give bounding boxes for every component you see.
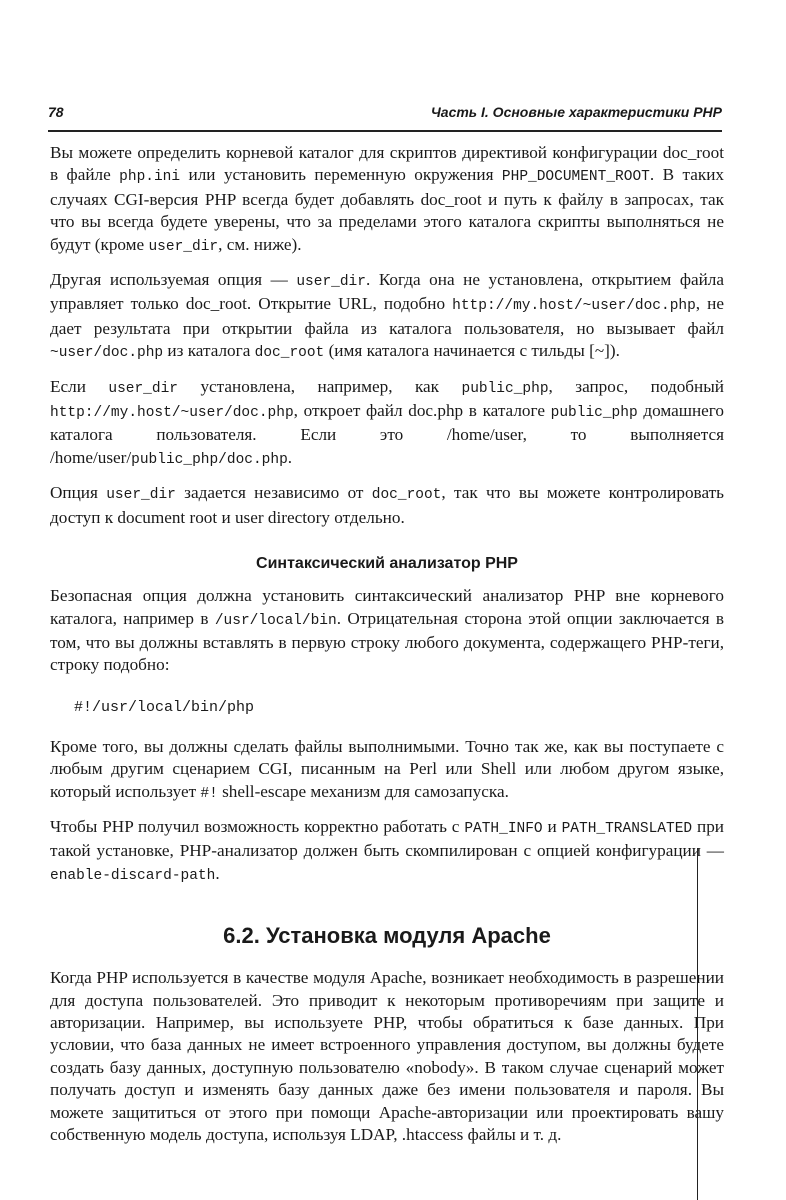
code-shebang: #!/usr/local/bin/php (74, 698, 255, 716)
page-header (48, 104, 722, 130)
page-body (50, 142, 724, 1157)
running-title: Часть I. Основные характеристики PHP (430, 104, 722, 120)
subsection-heading: Синтаксический анализатор PHP (256, 555, 518, 573)
paragraph-executable: Кроме того, вы должны сделать файлы выполнимыми. Точно так же, как вы поступаете с любым другим сценарием CGI, писанным на Perl или Shell или любом другом языке, который использует #! shell-escape механизм для самозапуска. (50, 736, 724, 802)
paragraph-independent: Опция user_dir задается независимо от doc_root, так что вы можете контролировать доступ к document root и user directory отдельно. (50, 483, 724, 527)
section-heading: 6.2. Установка модуля Apache (223, 923, 551, 949)
paragraph-user-dir: Другая используемая опция — user_dir. Когда она не установлена, открытием файла управляет только doc_root. Открытие URL, подобно http://my.host/~user/doc.php, не дает результата при открытии файла из каталога пользователя, но вызывает файл ~user/doc.php из каталога doc_root (имя каталога начинается с тильды [~]). (50, 270, 725, 362)
margin-line (697, 848, 698, 1200)
paragraph-user-dir-example: Если user_dir установлена, например, как public_php, запрос, подобный http://my.host/~user/doc.php, откроет файл doc.php в каталоге public_php домашнего каталога пользователя. Если это /home/user, то выполняется /home/user/public_php/doc.php. (50, 376, 724, 468)
paragraph-apache: Когда PHP используется в качестве модуля Apache, возникает необходимость в разрешении для доступа пользователей. Это приводит к некоторым противоречиям при защите и авторизации. Например, вы используете PHP, чтобы обратиться к базе данных. При условии, что база данных не имеет встроенного управления доступом, вы должны будете создать базу данных, доступную пользователю «nobody». В таком случае сценарий может получать доступ и изменять базу данных даже без имени пользователя и пароля. Вы можете защититься от этого при помощи Apache-авторизации или проектировать вашу собственную модель доступа, используя LDAP, .htaccess файлы и т. д. (50, 968, 724, 1144)
header-rule (48, 130, 722, 132)
paragraph-doc-root: Вы можете определить корневой каталог для скриптов директивой конфигурации doc_root в файле php.ini или установить переменную окружения PHP_DOCUMENT_ROOT. В таких случаях CGI-версия PHP всегда будет добавлять doc_root и путь к файлу в запросах, так что вы всегда будете уверены, что за пределами этого каталога скрипты выполняться не будут (кроме user_dir, см. ниже). (50, 143, 724, 255)
paragraph-parser-location: Безопасная опция должна установить синтаксический анализатор PHP вне корневого каталога, например в /usr/local/bin. Отрицательная сторона этой опции заключается в том, что вы должны вставлять в первую строку любого документа, содержащего PHP-теги, строку подобно: (50, 586, 724, 675)
paragraph-path-info: Чтобы PHP получил возможность корректно работать с PATH_INFO и PATH_TRANSLATED при такой установке, PHP-анализатор должен быть скомпилирован с опцией конфигурации — enable-discard-path. (50, 816, 724, 884)
page-number: 78 (48, 104, 64, 120)
